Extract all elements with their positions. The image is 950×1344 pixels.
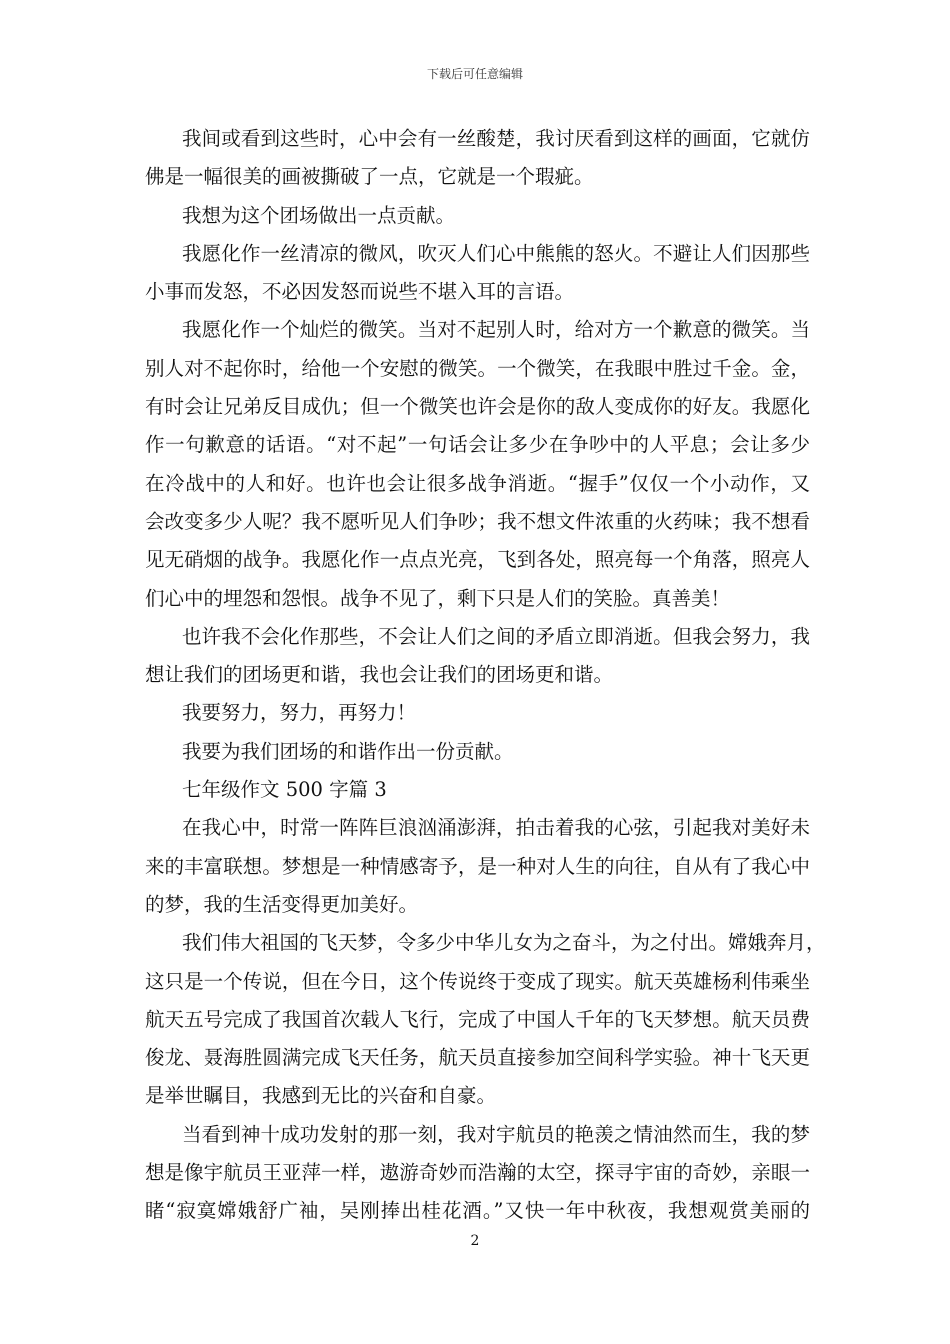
text-line: 想让我们的团场更和谐，我也会让我们的团场更和谐。 bbox=[145, 663, 614, 687]
text-line: 佛是一幅很美的画被撕破了一点，它就是一个瑕疵。 bbox=[145, 165, 594, 189]
text-line: 别人对不起你时，给他一个安慰的微笑。一个微笑，在我眼中胜过千金。金， bbox=[145, 356, 810, 380]
text-line: 有时会让兄弟反目成仇；但一个微笑也许会是你的敌人变成你的好友。我愿化 bbox=[145, 395, 810, 419]
text-line: 俊龙、聂海胜圆满完成飞天任务，航天员直接参加空间科学实验。神十飞天更 bbox=[145, 1046, 810, 1070]
document-body bbox=[145, 120, 826, 1231]
text-line: 当看到神十成功发射的那一刻，我对宇航员的艳羡之情油然而生，我的梦 bbox=[182, 1122, 810, 1146]
text-line: 小事而发怒，不必因发怒而说些不堪入耳的言语。 bbox=[145, 280, 575, 304]
text-line: 睹“寂寞嫦娥舒广袖，吴刚捧出桂花酒。”又快一年中秋夜，我想观赏美丽的 bbox=[145, 1199, 810, 1223]
section-heading: 七年级作文 500 字篇 3 bbox=[182, 778, 387, 802]
text-line: 我间或看到这些时，心中会有一丝酸楚，我讨厌看到这样的画面，它就仿 bbox=[182, 127, 810, 150]
text-line: 来的丰富联想。梦想是一种情感寄予，是一种对人生的向往，自从有了我心中 bbox=[145, 854, 810, 878]
text-line: 在我心中，时常一阵阵巨浪汹涌澎湃，拍击着我的心弦，引起我对美好未 bbox=[182, 816, 810, 840]
text-line: 作一句歉意的话语。“对不起”一句话会让多少在争吵中的人平息；会让多少 bbox=[145, 433, 810, 457]
text-line: 我们伟大祖国的飞天梦，令多少中华儿女为之奋斗，为之付出。嫦娥奔月， bbox=[182, 931, 826, 955]
text-line: 的梦，我的生活变得更加美好。 bbox=[145, 892, 419, 916]
text-line: 我要努力，努力，再努力！ bbox=[182, 701, 417, 725]
page-header: 下载后可任意编辑 bbox=[426, 67, 523, 81]
text-line: 我愿化作一个灿烂的微笑。当对不起别人时，给对方一个歉意的微笑。当 bbox=[182, 318, 810, 342]
text-line: 在冷战中的人和好。也许也会让很多战争消逝。“握手”仅仅一个小动作，又 bbox=[145, 471, 810, 495]
text-line: 航天五号完成了我国首次载人飞行，完成了中国人千年的飞天梦想。航天员费 bbox=[145, 1007, 810, 1031]
text-line: 想是像宇航员王亚萍一样，遨游奇妙而浩瀚的太空，探寻宇宙的奇妙，亲眼一 bbox=[145, 1161, 810, 1185]
text-line: 我想为这个团场做出一点贡献。 bbox=[182, 203, 456, 227]
text-line: 会改变多少人呢？我不愿听见人们争吵；我不想文件浓重的火药味；我不想看 bbox=[145, 509, 810, 533]
text-line: 也许我不会化作那些，不会让人们之间的矛盾立即消逝。但我会努力，我 bbox=[182, 624, 810, 648]
text-line: 我要为我们团场的和谐作出一份贡献。 bbox=[182, 739, 514, 763]
page-number: 2 bbox=[470, 1233, 480, 1249]
text-line: 这只是一个传说，但在今日，这个传说终于变成了现实。航天英雄杨利伟乘坐 bbox=[145, 969, 810, 993]
text-line: 我愿化作一丝清凉的微风，吹灭人们心中熊熊的怒火。不避让人们因那些 bbox=[182, 241, 810, 265]
text-line: 是举世瞩目，我感到无比的兴奋和自豪。 bbox=[145, 1084, 497, 1108]
text-line: 见无硝烟的战争。我愿化作一点点光亮，飞到各处，照亮每一个角落，照亮人 bbox=[145, 548, 810, 572]
text-line: 们心中的埋怨和怨恨。战争不见了，剩下只是人们的笑脸。真善美！ bbox=[145, 586, 731, 610]
